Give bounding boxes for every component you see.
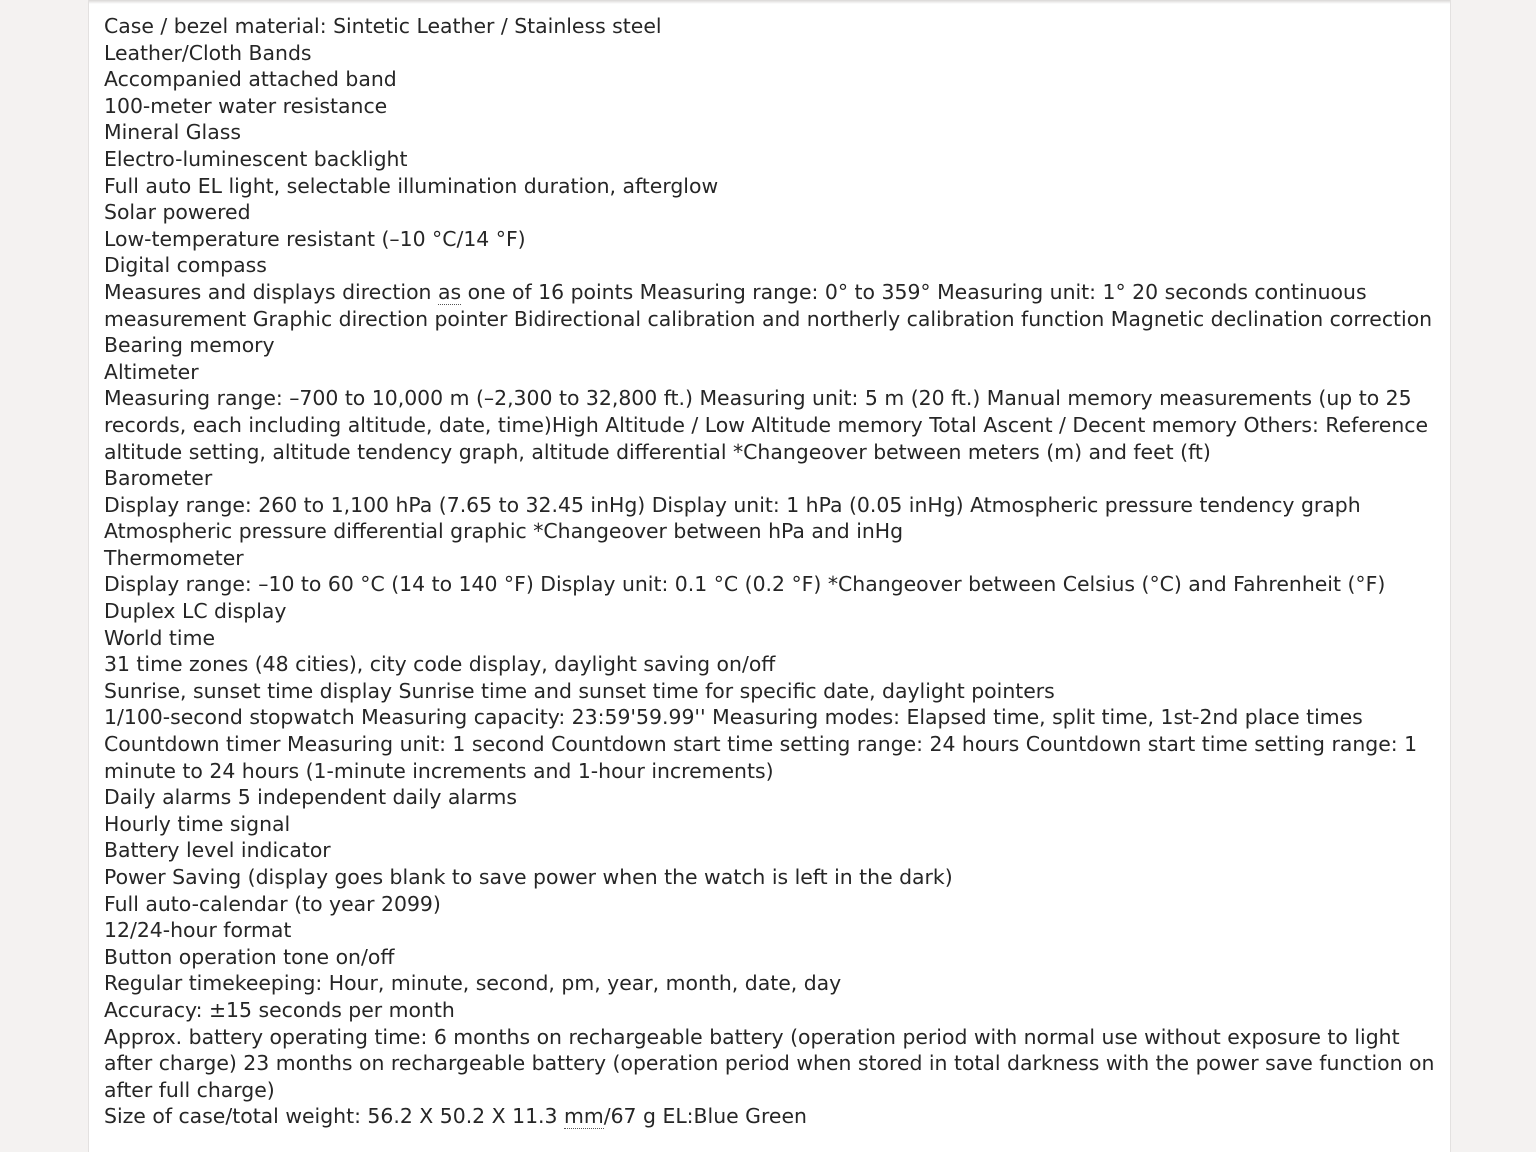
spec-line: Solar powered [104, 200, 251, 225]
spec-text: /67 g EL:Blue Green [603, 1104, 807, 1129]
spec-line: Display range: 260 to 1,100 hPa (7.65 to 32.45 inHg) Display unit: 1 hPa (0.05 inHg) Atmospheric pressure tendency graph Atmospheric pressure differential graphic *Changeover between hPa and inHg [104, 492, 1361, 544]
spec-line: Sunrise, sunset time display Sunrise time and sunset time for specific date, daylight pointers [104, 678, 1055, 703]
spec-line: World time [104, 625, 215, 650]
spec-text: Size of case/total weight: 56.2 X 50.2 X 11.3 [104, 1104, 564, 1129]
spec-line [104, 279, 1439, 359]
spec-text: one of 16 points Measuring range: 0° to 359° Measuring unit: 1° 20 seconds continuous measurement Graphic direction pointer Bidirectional calibration and northerly calibration function Magnetic declination correction Bearing memory [104, 279, 1433, 358]
spec-line: Power Saving (display goes blank to save power when the watch is left in the dark) [104, 865, 953, 889]
spec-line: Battery level indicator [104, 838, 331, 863]
spec-line: 1/100-second stopwatch Measuring capacity: 23:59'59.99'' Measuring modes: Elapsed time, split time, 1st-2nd place times [104, 705, 1363, 730]
spec-line: Case / bezel material: Sintetic Leather / Stainless steel [104, 14, 662, 38]
spec-line: Digital compass [104, 253, 267, 278]
page-top-shadow [89, 0, 1450, 4]
spec-line: Regular timekeeping: Hour, minute, second, pm, year, month, date, day [104, 971, 842, 996]
spec-text: Measures and displays direction [104, 279, 438, 304]
spec-line: Measuring range: –700 to 10,000 m (–2,300 to 32,800 ft.) Measuring unit: 5 m (20 ft.) Manual memory measurements (up to 25 records, each including altitude, date, time)High Altitude / Low Altitude memory Total Ascent / Decent memory Others: Reference altitude setting, altitude tendency graph, altitude differential *Changeover between meters (m) and feet (ft) [104, 386, 1429, 464]
spec-line: Mineral Glass [104, 120, 241, 145]
spec-line: Daily alarms 5 independent daily alarms [104, 785, 518, 810]
spec-line: Barometer [104, 466, 213, 491]
spec-line: Altimeter [104, 359, 199, 384]
spec-line: Thermometer [104, 545, 244, 570]
abbreviation-mark: mm [563, 1104, 604, 1129]
spec-line: 100-meter water resistance [104, 93, 388, 118]
spec-line: Accuracy: ±15 seconds per month [104, 997, 455, 1022]
spec-list [104, 13, 1439, 1130]
spec-line: Leather/Cloth Bands [104, 40, 312, 65]
spec-line: Full auto EL light, selectable illumination duration, afterglow [104, 173, 719, 198]
spec-line: Full auto-calendar (to year 2099) [104, 891, 441, 916]
spec-line: Display range: –10 to 60 °C (14 to 140 °F) Display unit: 0.1 °C (0.2 °F) *Changeover between Celsius (°C) and Fahrenheit (°F) [104, 572, 1386, 597]
spec-line: Duplex LC display [104, 599, 287, 624]
spec-line: Approx. battery operating time: 6 months on rechargeable battery (operation period with normal use without exposure to light after charge) 23 months on rechargeable battery (operation period when stored in total darkness with the power save function on after full charge) [104, 1024, 1435, 1102]
spec-line: Electro-luminescent backlight [104, 146, 408, 171]
spec-page [88, 0, 1451, 1152]
spec-line: Low-temperature resistant (–10 °C/14 °F) [104, 226, 526, 251]
spec-line: Accompanied attached band [104, 67, 397, 92]
abbreviation-mark: as [437, 279, 462, 304]
spec-line: Countdown timer Measuring unit: 1 second Countdown start time setting range: 24 hours Countdown start time setting range: 1 minute to 24 hours (1-minute increments and 1-hour increments) [104, 732, 1418, 783]
spec-line: 12/24-hour format [104, 918, 292, 943]
spec-line: Hourly time signal [104, 811, 291, 836]
spec-line [104, 1103, 1439, 1130]
spec-line: Button operation tone on/off [104, 944, 395, 969]
spec-line: 31 time zones (48 cities), city code display, daylight saving on/off [104, 652, 776, 677]
